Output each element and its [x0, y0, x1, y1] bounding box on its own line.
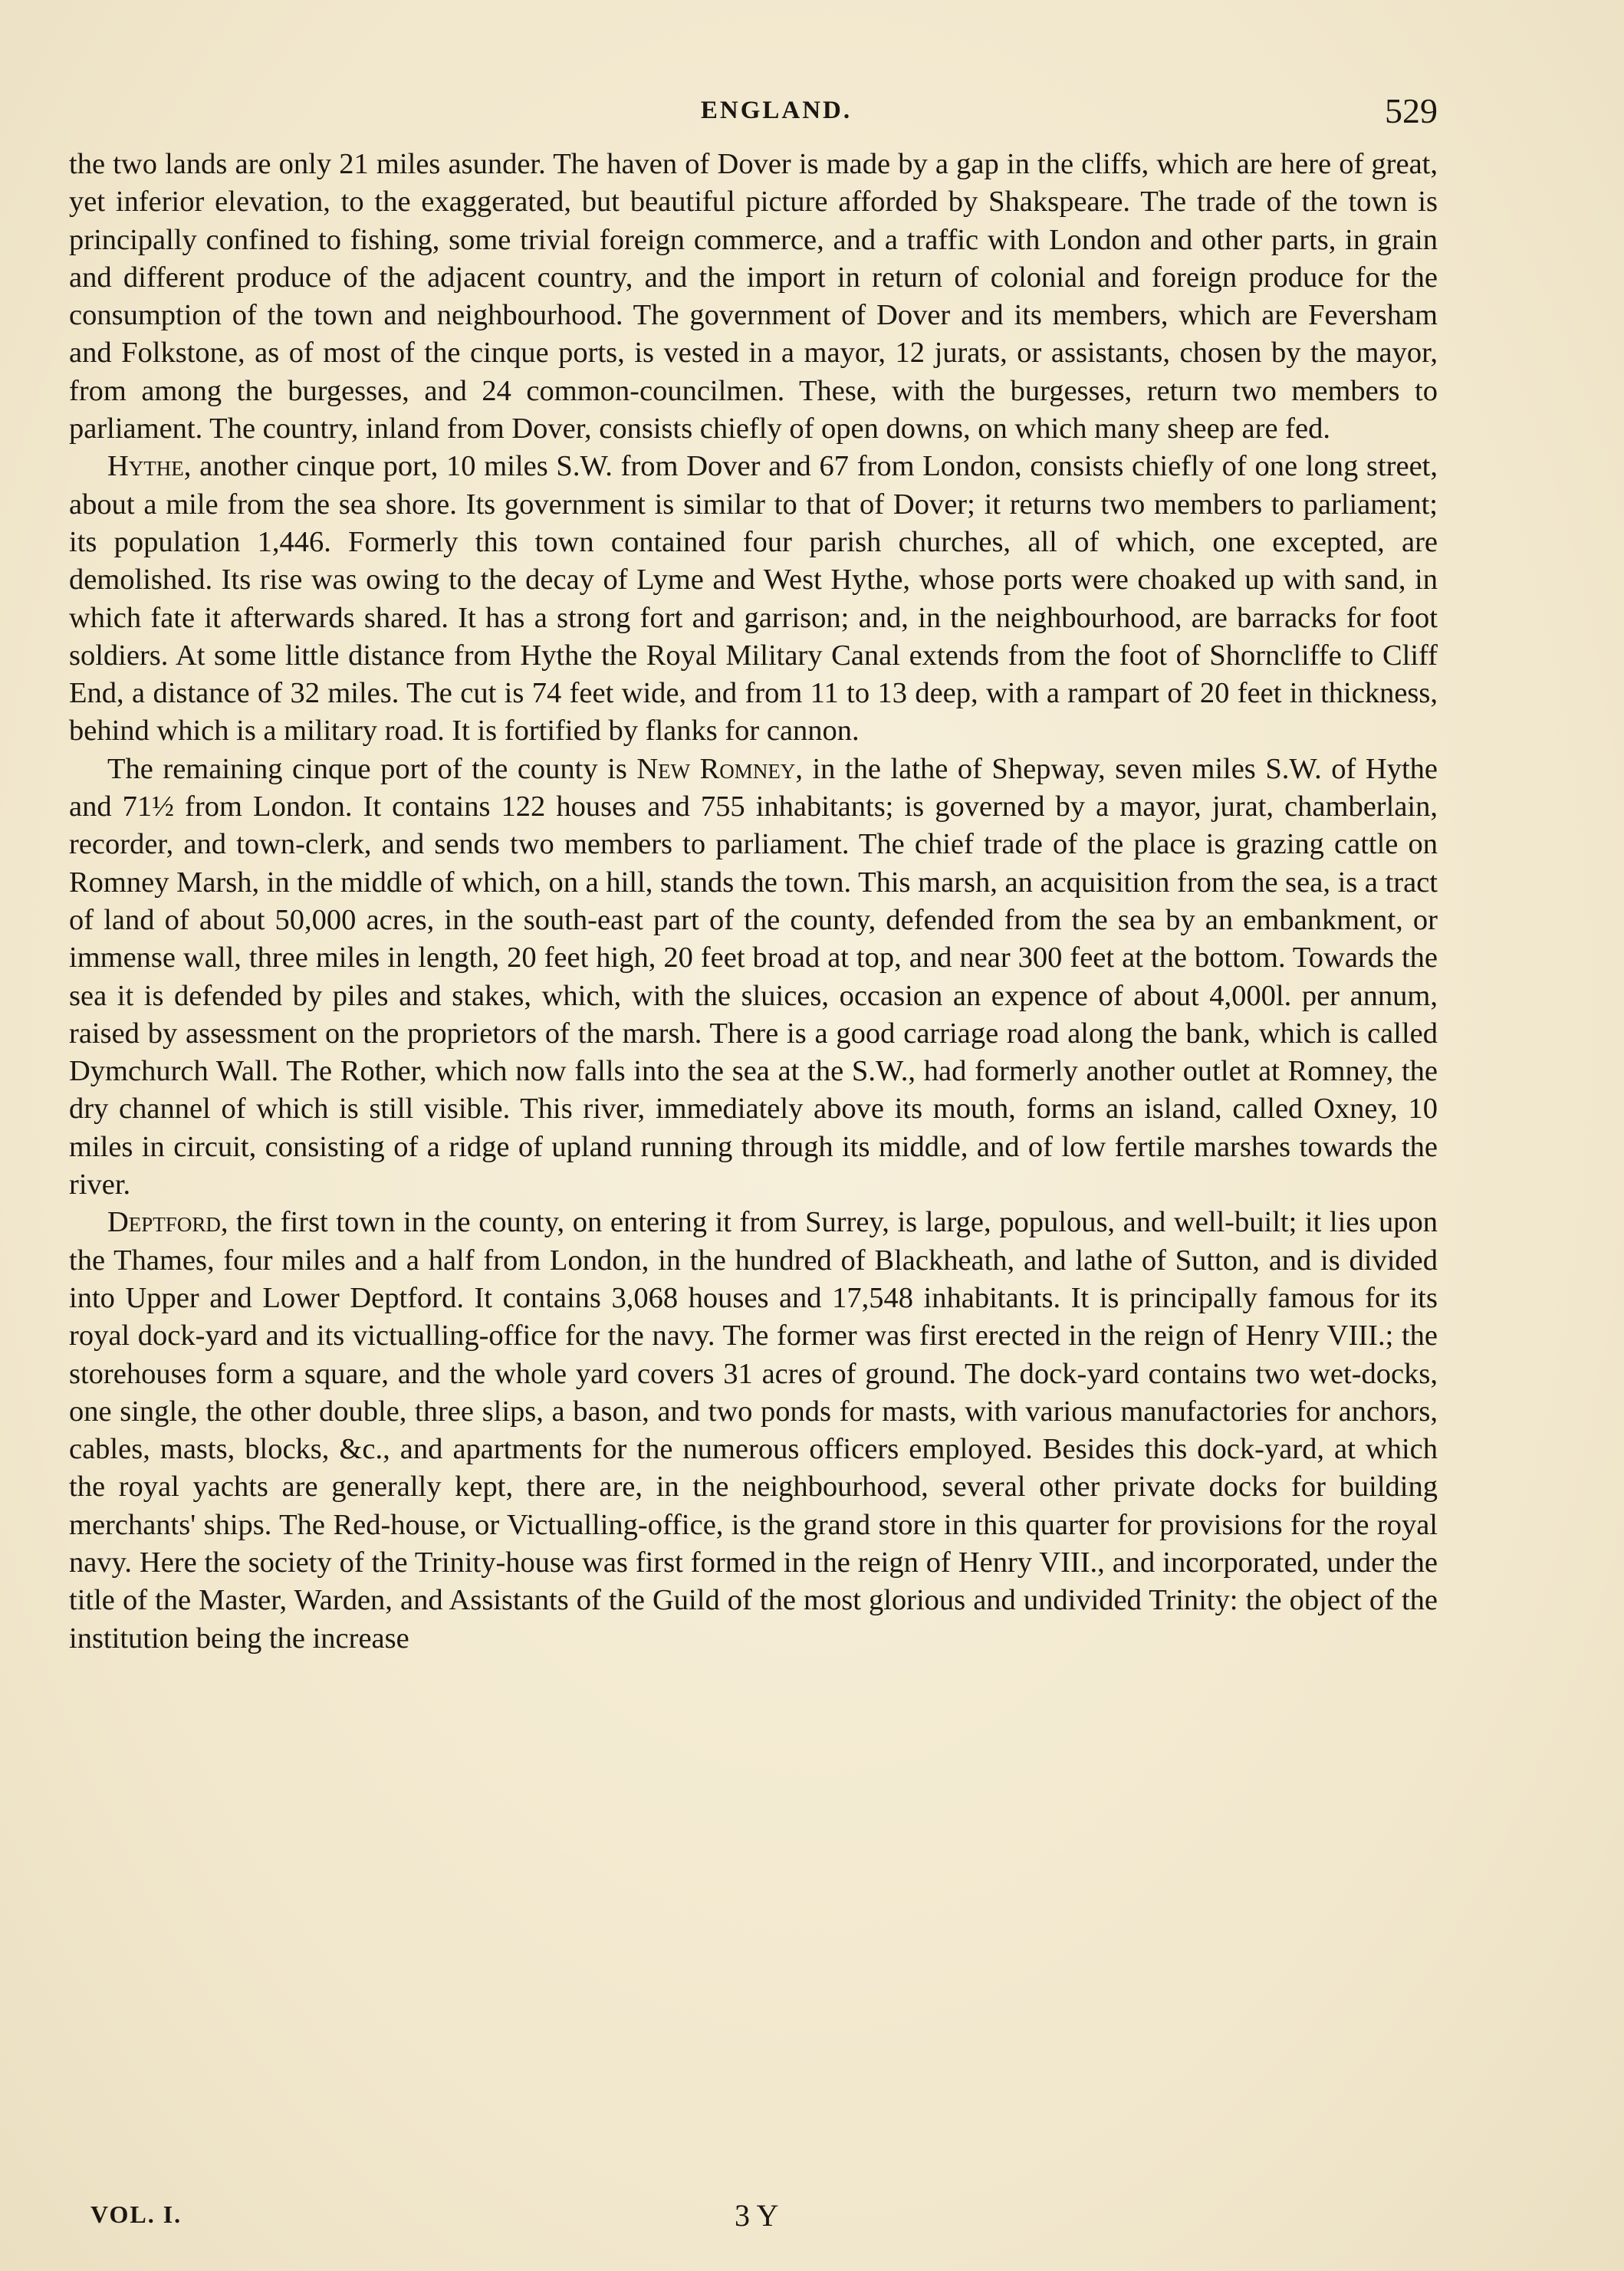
- paragraph-deptford: [69, 1204, 1438, 1658]
- paragraph-dover: [69, 146, 1438, 448]
- volume-label: VOL. I.: [90, 2200, 182, 2228]
- place-name-hythe: Hythe: [107, 450, 184, 483]
- paragraph-text: , in the lathe of Shepway, seven miles S.W. of Hythe and 71½ from London. It contains 122 houses and 755 inhabitants; is governed by a mayor, jurat, chamberlain, recorder, and town-clerk, and sends two members to parliament. The chief trade of the place is grazing cattle on Romney Marsh, in the middle of which, on a hill, stands the town. This marsh, an acquisition from the sea, is a tract of land of about 50,000 acres, in the south-east part of the county, defended from the sea by an embankment, or immense wall, three miles in length, 20 feet high, 20 feet broad at top, and near 300 feet at the bottom. Towards the sea it is defended by piles and stakes, which, with the sluices, occasion an expence of about 4,000l. per annum, raised by assessment on the proprietors of the marsh. There is a good carriage road along the bank, which is called Dymchurch Wall. The Rother, which now falls into the sea at the S.W., had formerly another outlet at Romney, the dry channel of which is still visible. This river, immediately above its mouth, forms an island, called Oxney, 10 miles in circuit, consisting of a ridge of upland running through its middle, and of low fertile marshes towards the river.: [69, 752, 1438, 1201]
- page-number: 529: [1385, 91, 1438, 130]
- paragraph-new-romney: [69, 751, 1438, 1205]
- paragraph-text: , the first town in the county, on entering it from Surrey, is large, populous, and well-built; it lies upon the Thames, four miles and a half from London, in the hundred of Blackheath, and lathe of Sutton, and is divided into Upper and Lower Deptford. It contains 3,068 houses and 17,548 inhabitants. It is principally famous for its royal dock-yard and its victualling-office for the navy. The former was first erected in the reign of Henry VIII.; the storehouses form a square, and the whole yard covers 31 acres of ground. The dock-yard contains two wet-docks, one single, the other double, three slips, a bason, and two ponds for masts, with various manufactories for anchors, cables, masts, blocks, &c., and apartments for the numerous officers employed. Besides this dock-yard, at which the royal yachts are generally kept, there are, in the neighbourhood, several other private docks for building merchants' ships. The Red-house, or Victualling-office, is the grand store in this quarter for provisions for the royal navy. Here the society of the Trinity-house was first formed in the reign of Henry VIII., and incorporated, under the title of the Master, Warden, and Assistants of the Guild of the most glorious and undivided Trinity: the object of the institution being the increase: [69, 1206, 1438, 1655]
- page-footer: [90, 2200, 1440, 2234]
- paragraph-text: the two lands are only 21 miles asunder. The haven of Dover is made by a gap in the cliffs, which are here of great, yet inferior elevation, to the exaggerated, but beautiful picture afforded by Shakspeare. The trade of the town is principally confined to fishing, some trivial foreign commerce, and a traffic with London and other parts, in grain and different produce of the adjacent country, and the import in return of colonial and foreign produce for the consumption of the town and neighbourhood. The government of Dover and its members, which are Feversham and Folkstone, as of most of the cinque ports, is vested in a mayor, 12 jurats, or assistants, chosen by the mayor, from among the burgesses, and 24 common-councilmen. These, with the burgesses, return two members to parliament. The country, inland from Dover, consists chiefly of open downs, on which many sheep are fed.: [69, 148, 1438, 445]
- paragraph-intro: The remaining cinque port of the county is: [107, 752, 637, 785]
- body-text: [69, 146, 1438, 1658]
- running-head: ENGLAND.: [700, 97, 853, 124]
- paragraph-text: , another cinque port, 10 miles S.W. from Dover and 67 from London, consists chiefly of one long street, about a mile from the sea shore. Its government is similar to that of Dover; it returns two members to parliament; its population 1,446. Formerly this town contained four parish churches, all of which, one excepted, are demolished. Its rise was owing to the decay of Lyme and West Hythe, whose ports were choaked up with sand, in which fate it afterwards shared. It has a strong fort and garrison; and, in the neighbourhood, are barracks for foot soldiers. At some little distance from Hythe the Royal Military Canal extends from the foot of Shorncliffe to Cliff End, a distance of 32 miles. The cut is 74 feet wide, and from 11 to 13 deep, with a rampart of 20 feet in thickness, behind which is a military road. It is fortified by flanks for cannon.: [69, 450, 1438, 748]
- place-name-new-romney: New Romney: [636, 752, 796, 785]
- page-header: [115, 90, 1438, 136]
- place-name-deptford: Deptford: [107, 1206, 221, 1239]
- paragraph-hythe: [69, 448, 1438, 750]
- signature-mark: 3 Y: [735, 2198, 779, 2233]
